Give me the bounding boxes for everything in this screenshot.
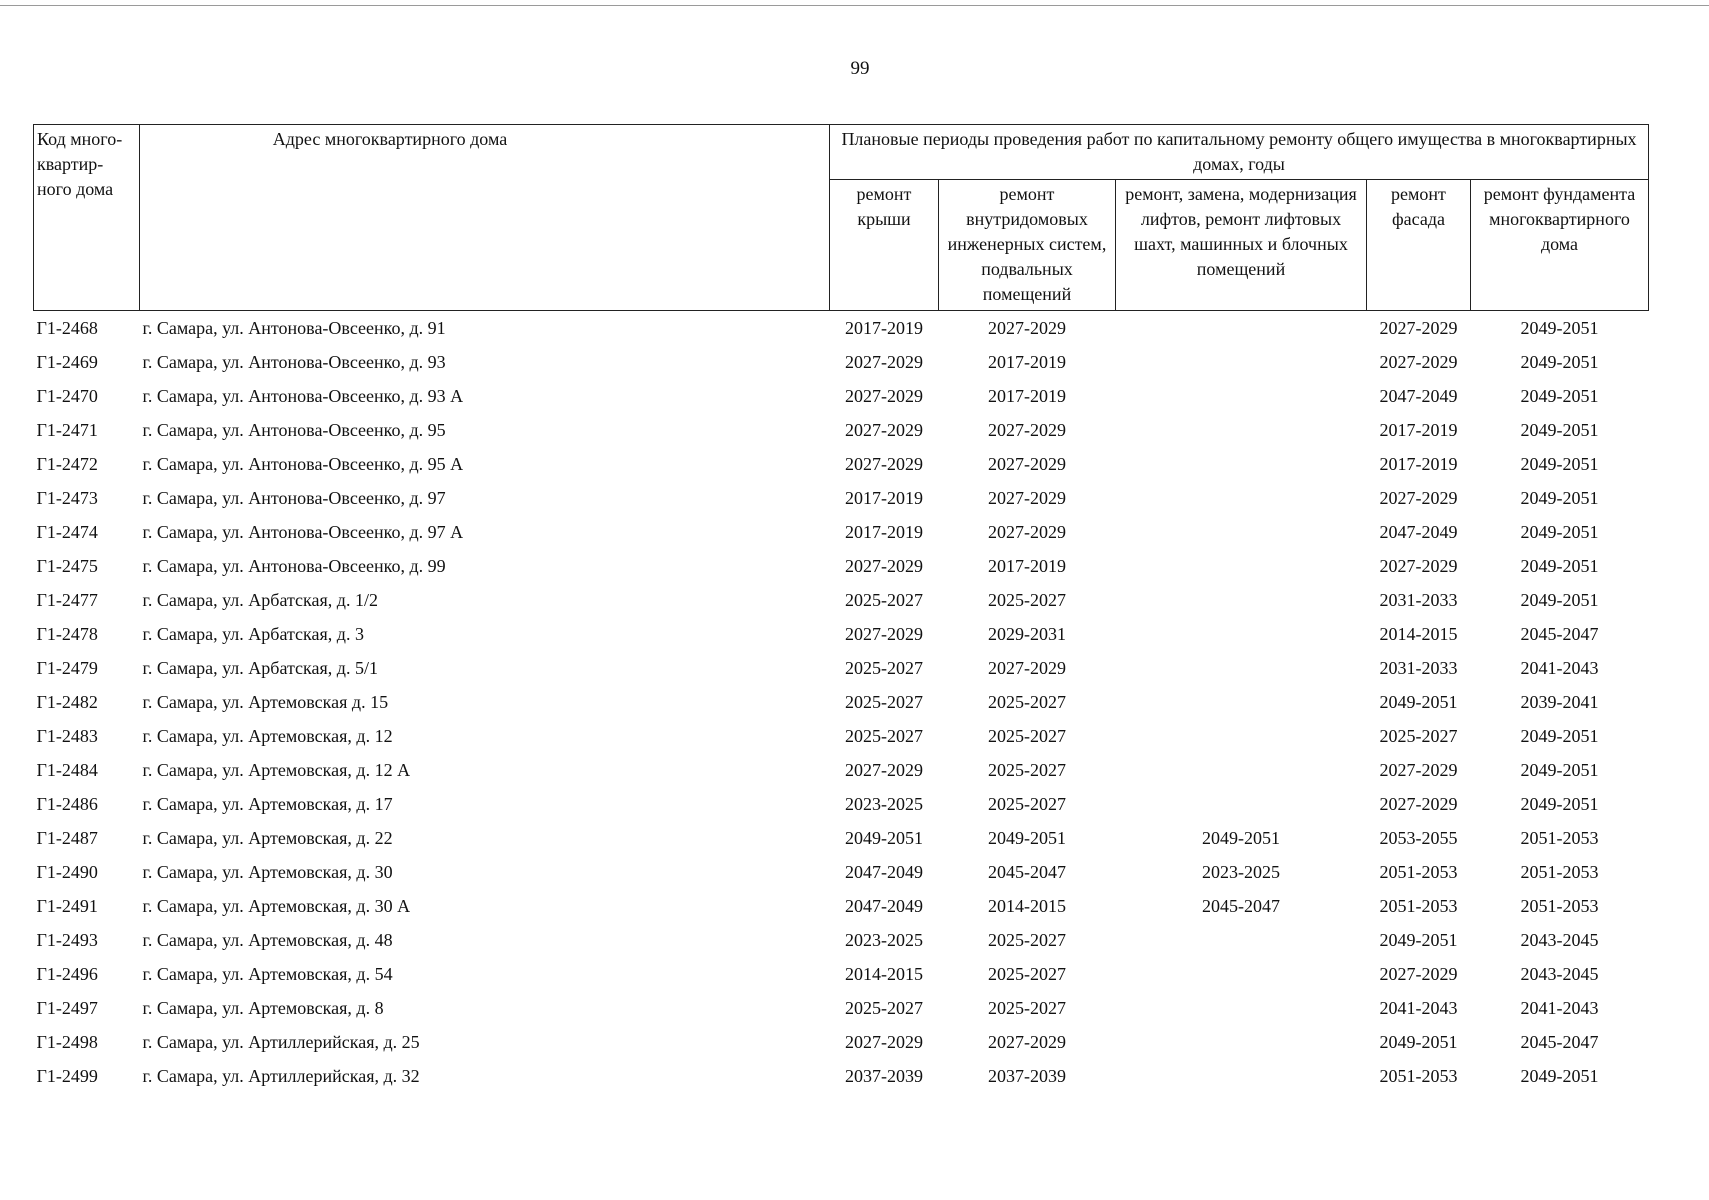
cell-elevators: 2045-2047	[1202, 895, 1280, 916]
table-row	[34, 855, 1649, 889]
cell-roof: 2027-2029	[845, 759, 923, 780]
cell-facade: 2027-2029	[1379, 487, 1458, 508]
cell-roof: 2025-2027	[845, 725, 923, 746]
cell-foundation: 2043-2045	[1520, 929, 1599, 950]
cell-engineering: 2045-2047	[988, 861, 1066, 882]
cell-roof: 2025-2027	[845, 691, 923, 712]
cell-address: г. Самара, ул. Арбатская, д. 1/2	[142, 589, 378, 610]
cell-facade: 2031-2033	[1379, 589, 1458, 610]
cell-address: г. Самара, ул. Артемовская д. 15	[142, 691, 389, 712]
cell-facade: 2031-2033	[1379, 657, 1458, 678]
cell-foundation: 2049-2051	[1520, 317, 1599, 338]
cell-elevators	[1116, 617, 1367, 651]
table-row	[34, 889, 1649, 923]
cell-roof: 2023-2025	[845, 929, 923, 950]
table-row	[34, 481, 1649, 515]
cell-code: Г1-2475	[36, 555, 98, 576]
cell-engineering: 2017-2019	[988, 385, 1066, 406]
table-header	[34, 125, 1649, 311]
cell-roof: 2025-2027	[845, 657, 923, 678]
cell-foundation: 2049-2051	[1520, 589, 1599, 610]
cell-code: Г1-2484	[36, 759, 98, 780]
cell-facade: 2053-2055	[1379, 827, 1458, 848]
cell-roof: 2027-2029	[845, 385, 923, 406]
cell-code: Г1-2491	[36, 895, 98, 916]
cell-engineering: 2027-2029	[988, 317, 1066, 338]
cell-elevators	[1116, 345, 1367, 379]
cell-foundation: 2045-2047	[1520, 623, 1599, 644]
cell-code: Г1-2493	[36, 929, 98, 950]
cell-facade: 2041-2043	[1379, 997, 1458, 1018]
cell-address: г. Самара, ул. Антонова-Овсеенко, д. 95 А	[142, 453, 464, 474]
cell-engineering: 2025-2027	[988, 793, 1066, 814]
table-body	[34, 311, 1649, 1094]
header-planned-periods: Плановые периоды проведения работ по капитальному ремонту общего имущества в многоквартирных домах, годы	[830, 125, 1649, 180]
cell-address: г. Самара, ул. Артемовская, д. 54	[142, 963, 393, 984]
cell-roof: 2027-2029	[845, 555, 923, 576]
header-roof: ремонт крыши	[830, 180, 939, 311]
cell-engineering: 2027-2029	[988, 419, 1066, 440]
cell-address: г. Самара, ул. Артемовская, д. 8	[142, 997, 384, 1018]
cell-elevators	[1116, 481, 1367, 515]
cell-code: Г1-2478	[36, 623, 98, 644]
cell-code: Г1-2497	[36, 997, 98, 1018]
cell-foundation: 2041-2043	[1520, 997, 1599, 1018]
cell-facade: 2017-2019	[1379, 453, 1458, 474]
cell-engineering: 2025-2027	[988, 963, 1066, 984]
header-engineering: ремонт внутридомовых инженерных систем, подвальных помещений	[939, 180, 1116, 311]
cell-code: Г1-2474	[36, 521, 98, 542]
cell-facade: 2027-2029	[1379, 351, 1458, 372]
cell-code: Г1-2479	[36, 657, 98, 678]
table-row	[34, 719, 1649, 753]
cell-engineering: 2027-2029	[988, 521, 1066, 542]
cell-engineering: 2029-2031	[988, 623, 1066, 644]
cell-engineering: 2025-2027	[988, 997, 1066, 1018]
cell-foundation: 2049-2051	[1520, 759, 1599, 780]
cell-code: Г1-2477	[36, 589, 98, 610]
cell-elevators	[1116, 583, 1367, 617]
cell-facade: 2025-2027	[1379, 725, 1458, 746]
cell-facade: 2049-2051	[1379, 1031, 1458, 1052]
cell-facade: 2051-2053	[1379, 1065, 1458, 1086]
cell-address: г. Самара, ул. Артемовская, д. 30 А	[142, 895, 411, 916]
cell-code: Г1-2486	[36, 793, 98, 814]
page-number: 99	[850, 58, 870, 79]
cell-roof: 2025-2027	[845, 997, 923, 1018]
header-foundation: ремонт фундамента многоквартирного дома	[1471, 180, 1649, 311]
table-row	[34, 685, 1649, 719]
cell-roof: 2027-2029	[845, 623, 923, 644]
cell-address: г. Самара, ул. Артемовская, д. 30	[142, 861, 393, 882]
table-row	[34, 821, 1649, 855]
cell-foundation: 2045-2047	[1520, 1031, 1599, 1052]
cell-elevators	[1116, 685, 1367, 719]
cell-roof: 2017-2019	[845, 487, 923, 508]
cell-elevators: 2049-2051	[1202, 827, 1280, 848]
table-row	[34, 1059, 1649, 1093]
table-row	[34, 787, 1649, 821]
table-row	[34, 345, 1649, 379]
cell-code: Г1-2468	[36, 317, 98, 338]
cell-engineering: 2025-2027	[988, 725, 1066, 746]
cell-address: г. Самара, ул. Антонова-Овсеенко, д. 97 А	[142, 521, 464, 542]
header-code: Код много-квартир-ного дома	[34, 125, 140, 311]
header-address-label: Адрес многоквартирного дома	[272, 129, 508, 149]
capital-repair-schedule-table	[33, 124, 1649, 1093]
cell-elevators	[1116, 549, 1367, 583]
cell-address: г. Самара, ул. Арбатская, д. 5/1	[142, 657, 378, 678]
cell-code: Г1-2498	[36, 1031, 98, 1052]
cell-facade: 2047-2049	[1379, 385, 1458, 406]
cell-foundation: 2049-2051	[1520, 521, 1599, 542]
cell-facade: 2014-2015	[1379, 623, 1458, 644]
cell-engineering: 2017-2019	[988, 555, 1066, 576]
cell-engineering: 2017-2019	[988, 351, 1066, 372]
table-row	[34, 311, 1649, 346]
cell-address: г. Самара, ул. Артемовская, д. 22	[142, 827, 393, 848]
cell-facade: 2051-2053	[1379, 861, 1458, 882]
cell-facade: 2027-2029	[1379, 963, 1458, 984]
cell-elevators	[1116, 1059, 1367, 1093]
cell-address: г. Самара, ул. Артиллерийская, д. 32	[142, 1065, 420, 1086]
top-rule	[0, 5, 1709, 6]
cell-code: Г1-2499	[36, 1065, 98, 1086]
cell-roof: 2047-2049	[845, 861, 923, 882]
cell-roof: 2017-2019	[845, 317, 923, 338]
cell-code: Г1-2469	[36, 351, 98, 372]
table-row	[34, 413, 1649, 447]
cell-roof: 2027-2029	[845, 1031, 923, 1052]
cell-facade: 2027-2029	[1379, 759, 1458, 780]
table-row	[34, 379, 1649, 413]
cell-roof: 2014-2015	[845, 963, 923, 984]
cell-foundation: 2039-2041	[1520, 691, 1599, 712]
cell-foundation: 2049-2051	[1520, 453, 1599, 474]
table-row	[34, 1025, 1649, 1059]
cell-address: г. Самара, ул. Артиллерийская, д. 25	[142, 1031, 420, 1052]
cell-engineering: 2027-2029	[988, 487, 1066, 508]
cell-engineering: 2014-2015	[988, 895, 1066, 916]
table-row	[34, 617, 1649, 651]
cell-roof: 2025-2027	[845, 589, 923, 610]
cell-elevators	[1116, 515, 1367, 549]
cell-foundation: 2043-2045	[1520, 963, 1599, 984]
cell-foundation: 2049-2051	[1520, 1065, 1599, 1086]
cell-code: Г1-2482	[36, 691, 98, 712]
cell-roof: 2049-2051	[845, 827, 923, 848]
cell-elevators: 2023-2025	[1202, 861, 1280, 882]
cell-elevators	[1116, 787, 1367, 821]
header-elevators: ремонт, замена, модернизация лифтов, ремонт лифтовых шахт, машинных и блочных помещений	[1116, 180, 1367, 311]
cell-code: Г1-2470	[36, 385, 98, 406]
cell-code: Г1-2496	[36, 963, 98, 984]
cell-facade: 2049-2051	[1379, 929, 1458, 950]
cell-code: Г1-2490	[36, 861, 98, 882]
cell-roof: 2023-2025	[845, 793, 923, 814]
cell-facade: 2047-2049	[1379, 521, 1458, 542]
cell-foundation: 2051-2053	[1520, 827, 1599, 848]
cell-address: г. Самара, ул. Антонова-Овсеенко, д. 99	[142, 555, 446, 576]
header-row-top	[34, 125, 1649, 180]
cell-facade: 2027-2029	[1379, 793, 1458, 814]
cell-elevators	[1116, 991, 1367, 1025]
header-address	[140, 125, 830, 311]
cell-code: Г1-2471	[36, 419, 98, 440]
cell-roof: 2017-2019	[845, 521, 923, 542]
cell-foundation: 2049-2051	[1520, 385, 1599, 406]
cell-facade: 2027-2029	[1379, 317, 1458, 338]
cell-address: г. Самара, ул. Арбатская, д. 3	[142, 623, 364, 644]
cell-foundation: 2041-2043	[1520, 657, 1599, 678]
cell-address: г. Самара, ул. Артемовская, д. 17	[142, 793, 393, 814]
cell-elevators	[1116, 311, 1367, 346]
cell-facade: 2051-2053	[1379, 895, 1458, 916]
cell-code: Г1-2483	[36, 725, 98, 746]
table-row	[34, 651, 1649, 685]
cell-facade: 2017-2019	[1379, 419, 1458, 440]
cell-address: г. Самара, ул. Антонова-Овсеенко, д. 95	[142, 419, 446, 440]
cell-elevators	[1116, 413, 1367, 447]
cell-foundation: 2049-2051	[1520, 725, 1599, 746]
cell-engineering: 2049-2051	[988, 827, 1066, 848]
cell-elevators	[1116, 957, 1367, 991]
cell-facade: 2049-2051	[1379, 691, 1458, 712]
cell-elevators	[1116, 923, 1367, 957]
cell-elevators	[1116, 1025, 1367, 1059]
cell-engineering: 2027-2029	[988, 657, 1066, 678]
cell-facade: 2027-2029	[1379, 555, 1458, 576]
table-row	[34, 923, 1649, 957]
table-row	[34, 515, 1649, 549]
cell-foundation: 2049-2051	[1520, 555, 1599, 576]
cell-foundation: 2049-2051	[1520, 487, 1599, 508]
cell-engineering: 2027-2029	[988, 453, 1066, 474]
cell-code: Г1-2473	[36, 487, 98, 508]
cell-address: г. Самара, ул. Антонова-Овсеенко, д. 91	[142, 317, 446, 338]
cell-engineering: 2027-2029	[988, 1031, 1066, 1052]
cell-engineering: 2025-2027	[988, 929, 1066, 950]
cell-address: г. Самара, ул. Антонова-Овсеенко, д. 93	[142, 351, 446, 372]
table-row	[34, 753, 1649, 787]
cell-elevators	[1116, 753, 1367, 787]
cell-roof: 2037-2039	[845, 1065, 923, 1086]
cell-elevators	[1116, 651, 1367, 685]
cell-code: Г1-2472	[36, 453, 98, 474]
table-row	[34, 991, 1649, 1025]
cell-roof: 2027-2029	[845, 419, 923, 440]
cell-address: г. Самара, ул. Артемовская, д. 48	[142, 929, 393, 950]
table-row	[34, 957, 1649, 991]
cell-roof: 2027-2029	[845, 351, 923, 372]
cell-address: г. Самара, ул. Антонова-Овсеенко, д. 93 А	[142, 385, 464, 406]
cell-roof: 2027-2029	[845, 453, 923, 474]
cell-elevators	[1116, 379, 1367, 413]
table-row	[34, 583, 1649, 617]
cell-engineering: 2025-2027	[988, 589, 1066, 610]
table-row	[34, 447, 1649, 481]
cell-address: г. Самара, ул. Артемовская, д. 12	[142, 725, 393, 746]
cell-foundation: 2049-2051	[1520, 419, 1599, 440]
cell-code: Г1-2487	[36, 827, 98, 848]
cell-elevators	[1116, 719, 1367, 753]
cell-roof: 2047-2049	[845, 895, 923, 916]
cell-engineering: 2025-2027	[988, 759, 1066, 780]
cell-foundation: 2049-2051	[1520, 351, 1599, 372]
cell-foundation: 2051-2053	[1520, 861, 1599, 882]
cell-engineering: 2037-2039	[988, 1065, 1066, 1086]
cell-engineering: 2025-2027	[988, 691, 1066, 712]
cell-elevators	[1116, 447, 1367, 481]
cell-address: г. Самара, ул. Антонова-Овсеенко, д. 97	[142, 487, 446, 508]
cell-foundation: 2051-2053	[1520, 895, 1599, 916]
table-row	[34, 549, 1649, 583]
cell-address: г. Самара, ул. Артемовская, д. 12 А	[142, 759, 411, 780]
header-facade: ремонт фасада	[1367, 180, 1471, 311]
cell-foundation: 2049-2051	[1520, 793, 1599, 814]
